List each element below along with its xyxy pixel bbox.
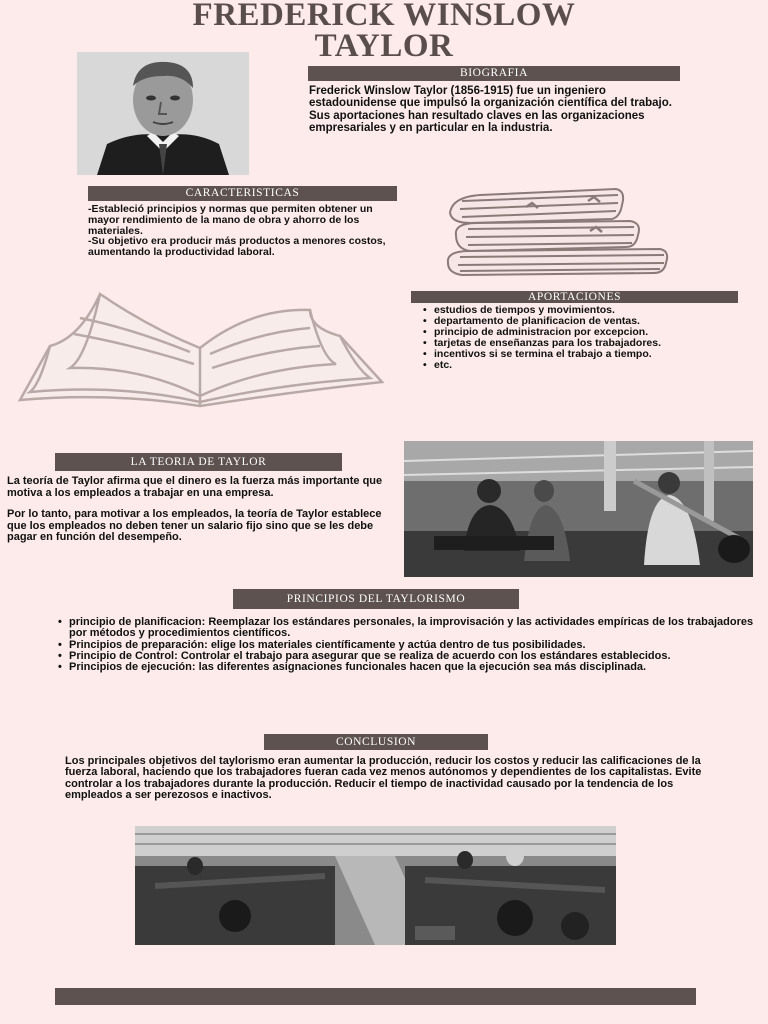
aportacion-item: • departamento de planificacion de ventas. bbox=[434, 316, 750, 327]
aportacion-item: • etc. bbox=[434, 360, 750, 371]
teoria-text bbox=[7, 476, 395, 544]
caracteristicas-text bbox=[88, 204, 400, 258]
factory-photo bbox=[135, 826, 616, 945]
biografia-paragraph: Frederick Winslow Taylor (1856-1915) fue un ingeniero estadounidense que impulsó la organización científica del trabajo. Sus aportaciones han resultado claves en las organizaciones empresariales y en particular en la industria. bbox=[309, 85, 672, 135]
open-book-icon bbox=[10, 288, 386, 412]
aportacion-item: • incentivos si se termina el trabajo a tiempo. bbox=[434, 349, 750, 360]
teoria-heading: LA TEORIA DE TAYLOR bbox=[55, 453, 342, 471]
biografia-text bbox=[309, 85, 681, 135]
teoria-paragraph-2: Por lo tanto, para motivar a los empleados, la teoría de Taylor establece que los empleados no deben tener un salario fijo sino que se les debe pagar en función del desempeño. bbox=[7, 508, 382, 543]
aportacion-item: • tarjetas de enseñanzas para los trabajadores. bbox=[434, 338, 750, 349]
caracteristicas-line-2: -Su objetivo era producir más productos a menores costos, aumentando la productividad laboral. bbox=[88, 235, 386, 259]
portrait-photo bbox=[77, 52, 249, 175]
principio-item: • Principio de Control: Controlar el trabajo para asegurar que se realiza de acuerdo con los estándares establecidos. bbox=[69, 651, 760, 662]
aportacion-item: • estudios de tiempos y movimientos. bbox=[434, 305, 750, 316]
principio-item: • Principios de preparación: elige los materiales científicamente y actúa dentro de tus posibilidades. bbox=[69, 640, 760, 651]
workshop-photo bbox=[404, 441, 753, 577]
caracteristicas-line-1: -Estableció principios y normas que permiten obtener un mayor rendimiento de la mano de obra y ahorro de los materiales. bbox=[88, 203, 373, 237]
aportaciones-list bbox=[420, 305, 750, 370]
principios-list bbox=[55, 617, 760, 673]
aportaciones-heading: APORTACIONES bbox=[411, 291, 738, 303]
books-stack-icon bbox=[440, 183, 672, 279]
conclusion-text bbox=[65, 756, 725, 801]
aportacion-item: • principio de administracion por excepcion. bbox=[434, 327, 750, 338]
biografia-heading: BIOGRAFIA bbox=[308, 66, 680, 81]
teoria-paragraph-1: La teoría de Taylor afirma que el dinero es la fuerza más importante que motiva a los empleados a trabajar en una empresa. bbox=[7, 475, 383, 499]
conclusion-paragraph: Los principales objetivos del taylorismo eran aumentar la producción, reducir los costos y reducir las calificaciones de la fuerza laboral, haciendo que los trabajadores fueran cada vez menos autónomos y dependientes de los capitalistas. Evite controlar a los trabajadores durante la producción. Reducir el tiempo de inactividad causado por la tendencia de los empleados a ser perezosos e inactivos. bbox=[65, 755, 702, 801]
principio-item: • principio de planificacion: Reemplazar los estándares personales, la improvisación y las actividades empíricas de los trabajadores por métodos y procedimientos científicos. bbox=[69, 617, 760, 640]
principio-item: • Principios de ejecución: las diferentes asignaciones funcionales hacen que la ejecución sea más disciplinada. bbox=[69, 662, 760, 673]
conclusion-heading: CONCLUSION bbox=[264, 734, 488, 750]
footer-bar bbox=[55, 988, 696, 1005]
title-line-2: TAYLOR bbox=[314, 28, 454, 64]
principios-heading: PRINCIPIOS DEL TAYLORISMO bbox=[233, 589, 519, 609]
caracteristicas-heading: CARACTERISTICAS bbox=[88, 186, 397, 201]
title-line-1: FREDERICK WINSLOW bbox=[192, 0, 576, 33]
